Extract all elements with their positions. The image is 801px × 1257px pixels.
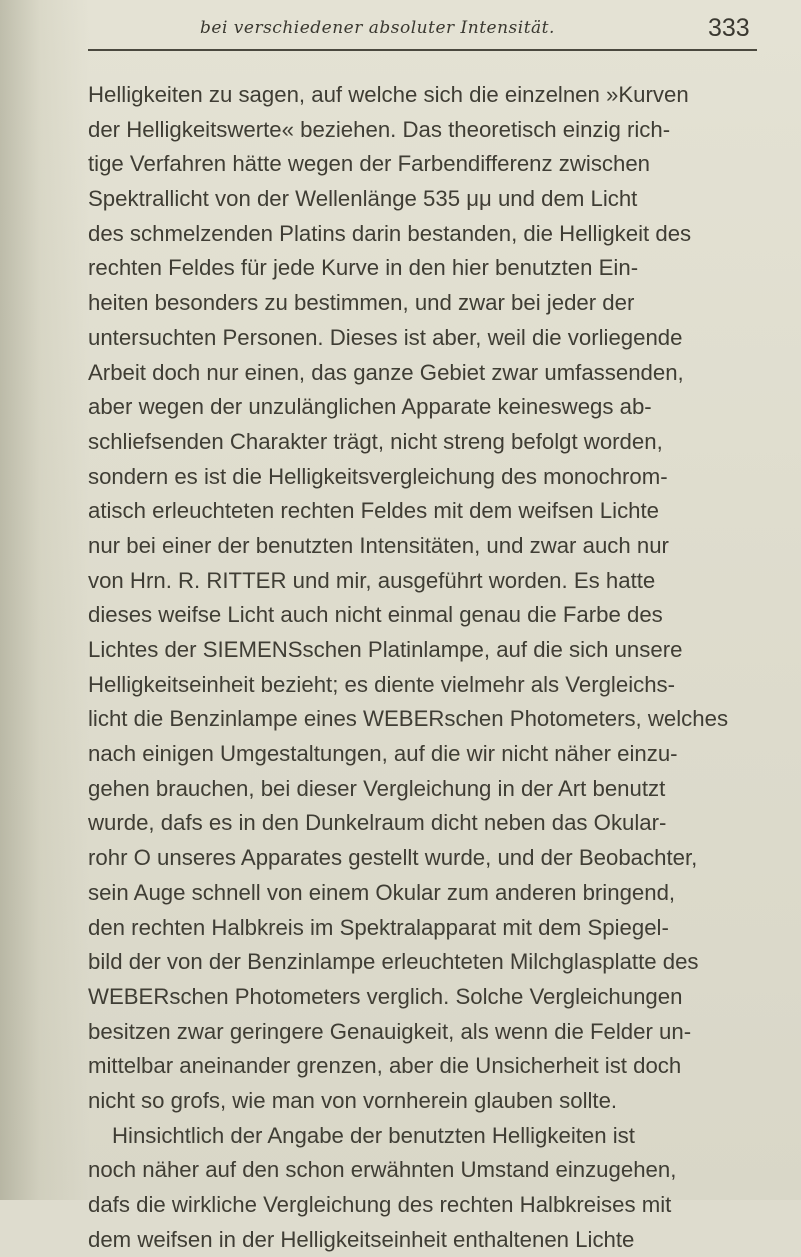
page-header [0,10,801,50]
header-rule [88,49,757,51]
text-line: rechten Feldes für jede Kurve in den hier benutzten Ein- [88,255,639,281]
text-line: untersuchten Personen. Dieses ist aber, weil die vorliegende [88,324,683,350]
text-line: nicht so grofs, wie man von vornherein glauben sollte. [88,1087,618,1113]
text-line: wurde, dafs es in den Dunkelraum dicht neben das Okular- [88,810,667,836]
text-line: mittelbar aneinander grenzen, aber die Unsicherheit ist doch [88,1053,682,1079]
text-line: Spektrallicht von der Wellenlänge 535 μμ und dem Licht [88,186,638,212]
text-line: der Helligkeitswerte« beziehen. Das theoretisch einzig rich- [88,116,671,142]
body-text [88,78,788,1257]
text-line: Lichtes der SIEMENSschen Platinlampe, auf die sich unsere [88,637,683,662]
text-line: schliefsenden Charakter trägt, nicht streng befolgt worden, [88,428,663,454]
text-line: Helligkeitseinheit bezieht; es diente vielmehr als Vergleichs- [88,671,676,697]
text-line: sondern es ist die Helligkeitsvergleichung des monochrom- [88,463,668,489]
text-line: atisch erleuchteten rechten Feldes mit dem weifsen Lichte [88,498,660,524]
text-line: des schmelzenden Platins darin bestanden, die Helligkeit des [88,220,692,246]
text-line: bild der von der Benzinlampe erleuchteten Milchglasplatte des [88,949,699,975]
text-line: dieses weifse Licht auch nicht einmal genau die Farbe des [88,602,663,628]
text-line: den rechten Halbkreis im Spektralapparat mit dem Spiegel- [88,914,669,940]
text-line: tige Verfahren hätte wegen der Farbendifferenz zwischen [88,151,651,177]
text-line: Arbeit doch nur einen, das ganze Gebiet zwar umfassenden, [88,359,684,385]
text-line: nach einigen Umgestaltungen, auf die wir nicht näher einzu- [88,741,678,767]
text-line: sein Auge schnell von einem Okular zum anderen bringend, [88,879,676,905]
text-line: von Hrn. R. RITTER und mir, ausgeführt worden. Es hatte [88,567,656,593]
text-line: besitzen zwar geringere Genauigkeit, als wenn die Felder un- [88,1018,692,1044]
page-number: 333 [708,14,750,42]
text-line: WEBERschen Photometers verglich. Solche Vergleichungen [88,983,683,1009]
text-line: gehen brauchen, bei dieser Vergleichung in der Art benutzt [88,775,666,801]
text-line: noch näher auf den schon erwähnten Umstand einzugehen, [88,1157,677,1183]
text-line: heiten besonders zu bestimmen, und zwar bei jeder der [88,290,635,316]
text-line: licht die Benzinlampe eines WEBERschen Photometers, welches [88,706,729,732]
running-head: bei verschiedener absoluter Intensität. [200,18,555,38]
text-line: dem weifsen in der Helligkeitseinheit enthaltenen Lichte [88,1226,635,1252]
paragraph-start-line: Hinsichtlich der Angabe der benutzten Helligkeiten ist [112,1122,635,1148]
text-line: nur bei einer der benutzten Intensitäten, und zwar auch nur [88,532,669,558]
text-line: aber wegen der unzulänglichen Apparate keineswegs ab- [88,394,652,420]
text-line: dafs die wirkliche Vergleichung des rechten Halbkreises mit [88,1192,672,1217]
text-line: Helligkeiten zu sagen, auf welche sich die einzelnen »Kurven [88,82,689,107]
text-line: rohr O unseres Apparates gestellt wurde, und der Beobachter, [88,845,698,871]
